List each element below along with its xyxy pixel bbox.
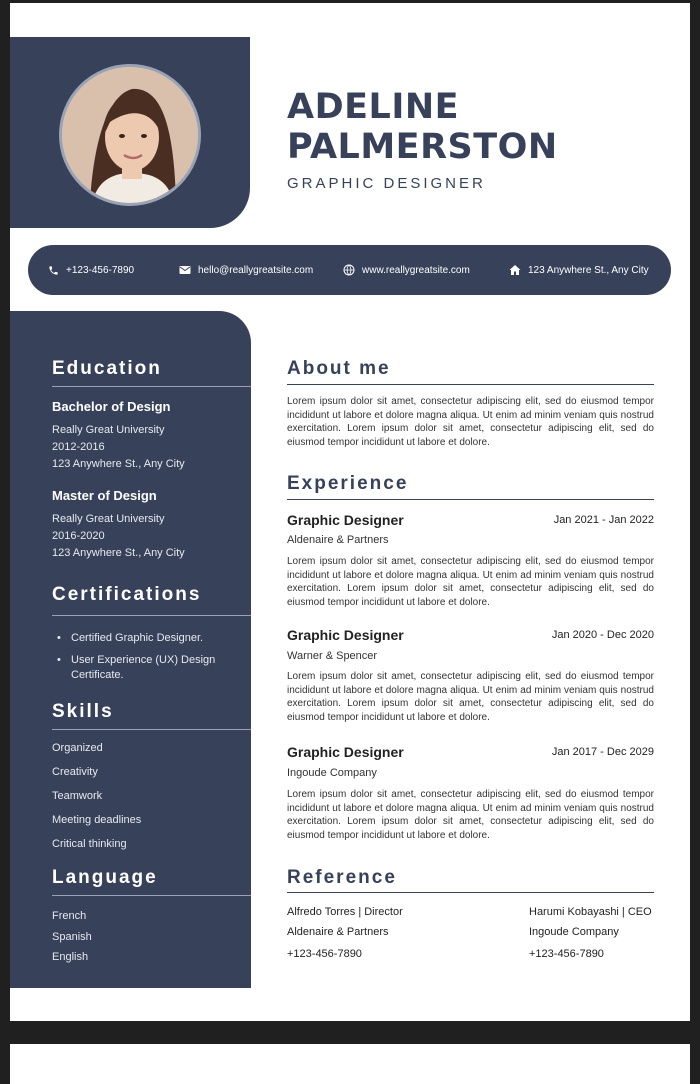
contact-phone-text: +123-456-7890 bbox=[66, 264, 135, 276]
language-item: Spanish bbox=[52, 931, 92, 943]
contact-email[interactable] bbox=[179, 245, 313, 295]
education-years: 2012-2016 bbox=[52, 441, 105, 453]
contact-bar bbox=[28, 245, 671, 295]
job-company: Ingoude Company bbox=[287, 767, 377, 779]
bullet-icon: • bbox=[57, 632, 61, 644]
education-degree: Bachelor of Design bbox=[52, 399, 171, 414]
contact-email-text: hello@reallygreatsite.com bbox=[198, 264, 314, 276]
contact-address-text: 123 Anywhere St., Any City bbox=[528, 264, 649, 276]
job-title: Graphic Designer bbox=[287, 627, 404, 643]
education-degree: Master of Design bbox=[52, 488, 157, 503]
job-title: Graphic Designer bbox=[287, 744, 404, 760]
skills-divider bbox=[52, 729, 251, 730]
skill-item: Meeting deadlines bbox=[52, 814, 142, 826]
contact-phone[interactable] bbox=[48, 245, 134, 295]
job-company: Warner & Spencer bbox=[287, 650, 378, 662]
reference-name: Alfredo Torres | Director bbox=[287, 906, 403, 918]
mail-icon bbox=[179, 265, 191, 275]
education-divider bbox=[52, 386, 251, 387]
job-title: Graphic Designer bbox=[287, 512, 404, 528]
language-item: English bbox=[52, 951, 89, 963]
name-first: ADELINE bbox=[287, 87, 460, 127]
skill-item: Critical thinking bbox=[52, 838, 127, 850]
about-divider bbox=[287, 384, 654, 385]
home-icon bbox=[509, 264, 521, 276]
job-dates: Jan 2020 - Dec 2020 bbox=[551, 629, 654, 641]
job-dates: Jan 2017 - Dec 2029 bbox=[551, 746, 654, 758]
certifications-divider bbox=[52, 615, 251, 616]
job-dates: Jan 2021 - Jan 2022 bbox=[553, 514, 654, 526]
skill-item: Teamwork bbox=[52, 790, 103, 802]
reference-company: Aldenaire & Partners bbox=[287, 926, 389, 938]
about-heading: About me bbox=[287, 358, 391, 379]
photo-block bbox=[10, 37, 250, 228]
bullet-icon: • bbox=[57, 654, 61, 666]
job-description: Lorem ipsum dolor sit amet, consectetur adipiscing elit, sed do eiusmod tempor incididunt ut labore et dolore magna aliqua. Ut enim ad minim veniam quis nostrud exercitation. Lorem ipsum dolor sit amet, consectetur adipiscing elit, sed do eiusmod tempor incididunt ut labore et dolore. bbox=[287, 671, 654, 723]
job-description: Lorem ipsum dolor sit amet, consectetur adipiscing elit, sed do eiusmod tempor incididunt ut labore et dolore magna aliqua. Ut enim ad minim veniam quis nostrud exercitation. Lorem ipsum dolor sit amet, consectetur adipiscing elit, sed do eiusmod tempor incididunt ut labore et dolore. bbox=[287, 556, 654, 608]
education-address: 123 Anywhere St., Any City bbox=[52, 458, 185, 470]
next-page-edge bbox=[10, 1044, 690, 1084]
experience-divider bbox=[287, 499, 654, 500]
certification-text: User Experience (UX) Design Certificate. bbox=[71, 654, 216, 681]
globe-icon bbox=[343, 264, 355, 276]
contact-website[interactable] bbox=[343, 245, 470, 295]
certification-item bbox=[57, 653, 247, 683]
education-address: 123 Anywhere St., Any City bbox=[52, 547, 185, 559]
full-name bbox=[287, 87, 558, 167]
skills-heading: Skills bbox=[52, 701, 114, 722]
skill-item: Creativity bbox=[52, 766, 98, 778]
reference-name: Harumi Kobayashi | CEO bbox=[529, 906, 652, 918]
experience-heading: Experience bbox=[287, 473, 409, 494]
job-description: Lorem ipsum dolor sit amet, consectetur adipiscing elit, sed do eiusmod tempor incididunt ut labore et dolore magna aliqua. Ut enim ad minim veniam quis nostrud exercitation. Lorem ipsum dolor sit amet, consectetur adipiscing elit, sed do eiusmod tempor incididunt ut labore et dolore. bbox=[287, 789, 654, 841]
profile-photo bbox=[59, 64, 201, 206]
skill-item: Organized bbox=[52, 742, 103, 754]
certification-text: Certified Graphic Designer. bbox=[71, 632, 204, 644]
phone-icon bbox=[48, 265, 59, 276]
education-years: 2016-2020 bbox=[52, 530, 105, 542]
reference-company: Ingoude Company bbox=[529, 926, 619, 938]
reference-heading: Reference bbox=[287, 867, 397, 888]
resume-page bbox=[10, 3, 690, 1021]
education-heading: Education bbox=[52, 358, 162, 379]
certifications-heading: Certifications bbox=[52, 584, 202, 605]
about-text: Lorem ipsum dolor sit amet, consectetur adipiscing elit, sed do eiusmod tempor incididunt ut labore et dolore magna aliqua. Ut enim ad minim veniam quis nostrud exercitation. Lorem ipsum dolor sit amet, consectetur adipiscing elit, sed do eiusmod tempor incididunt ut labore et dolore. bbox=[287, 396, 654, 448]
language-heading: Language bbox=[52, 867, 158, 888]
certification-item bbox=[57, 631, 247, 646]
language-divider bbox=[52, 895, 251, 896]
sidebar bbox=[10, 311, 251, 988]
education-school: Really Great University bbox=[52, 513, 165, 525]
job-title: GRAPHIC DESIGNER bbox=[287, 175, 486, 192]
job-company: Aldenaire & Partners bbox=[287, 534, 389, 546]
education-school: Really Great University bbox=[52, 424, 165, 436]
reference-phone: +123-456-7890 bbox=[529, 948, 604, 960]
name-last: PALMERSTON bbox=[287, 127, 558, 167]
reference-divider bbox=[287, 892, 654, 893]
contact-website-text: www.reallygreatsite.com bbox=[362, 264, 470, 276]
language-item: French bbox=[52, 910, 87, 922]
reference-phone: +123-456-7890 bbox=[287, 948, 362, 960]
contact-address bbox=[509, 245, 649, 295]
